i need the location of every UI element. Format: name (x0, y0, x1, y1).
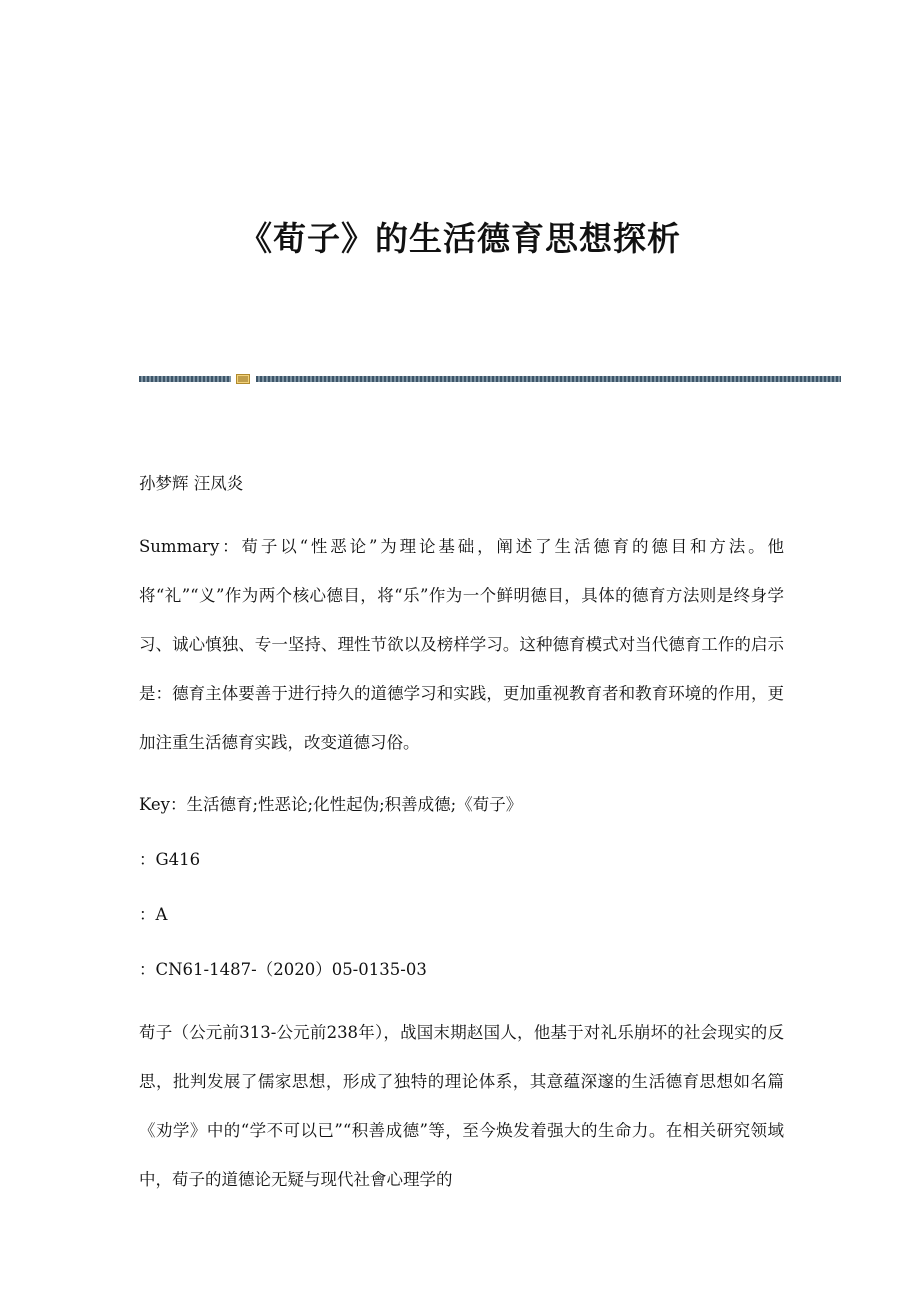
paper-title: 《荀子》的生活德育思想探析 (239, 219, 681, 258)
summary-paragraph (139, 522, 784, 767)
keywords-line (139, 788, 784, 822)
title-divider (139, 374, 841, 384)
summary-text: 荀子以“性恶论”为理论基础，阐述了生活德育的德目和方法。他将“礼”“义”作为两个核心德目，将“乐”作为一个鲜明德目，具体的德育方法则是终身学习、诚心慎独、专一坚持、理性节欲以及榜样学习。这种德育模式对当代德育工作的启示是：德育主体要善于进行持久的道德学习和实践，更加重视教育者和教育环境的作用，更加注重生活德育实践，改变道德习俗。 (139, 537, 784, 752)
authors: 孙梦辉 汪凤炎 (139, 474, 244, 493)
summary-label: Summary： (139, 537, 242, 556)
classification-number: ：G416 (139, 850, 201, 869)
divider-bar-right (256, 376, 841, 382)
document-code: ：A (139, 905, 168, 924)
divider-ornament-icon (236, 374, 250, 384)
article-id: ：CN61-1487-（2020）05-0135-03 (139, 960, 427, 979)
keywords-label: Key： (139, 795, 187, 814)
keywords-text: 生活德育;性恶论;化性起伪;积善成德;《荀子》 (186, 795, 523, 814)
paper-content (139, 467, 784, 1204)
body-paragraph: 荀子（公元前313-公元前238年），战国末期赵国人，他基于对礼乐崩坏的社会现实的反思，批判发展了儒家思想，形成了独特的理论体系，其意蕴深邃的生活德育思想如名篇《劝学》中的“学不可以已”“积善成德”等，至今焕发着强大的生命力。在相关研究领域中，荀子的道德论无疑与现代社會心理学的 (139, 1023, 784, 1189)
divider-bar-left (139, 376, 231, 382)
